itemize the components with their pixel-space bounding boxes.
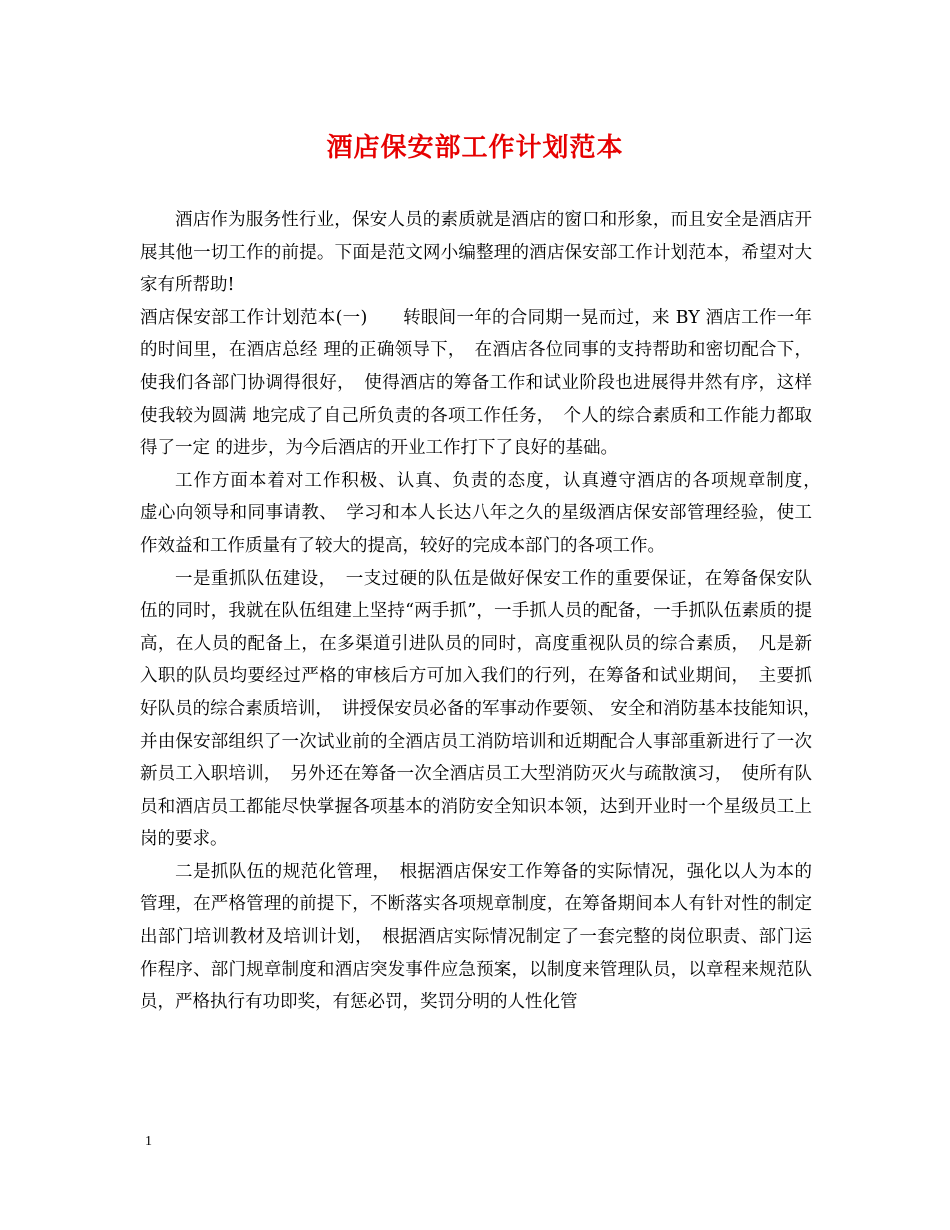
paragraph-team-building: 一是重抓队伍建设， 一支过硬的队伍是做好保安工作的重要保证，在筹备保安队伍的同时，我就在队伍组建上坚持“两手抓”，一手抓人员的配备，一手抓队伍素质的提高，在人员的配备上，在多渠道引进队员的同时，高度重视队员的综合素质， 凡是新入职的队员均要经过严格的审核后方可加入我们的行列，在筹备和试业期间， 主要抓好队员的综合素质培训， 讲授保安员必备的军事动作要领、 安全和消防基本技能知识， 并由保安部组织了一次试业前的全酒店员工消防培训和近期配合人事部重新进行了一次新员工入职培训， 另外还在筹备一次全酒店员工大型消防灭火与疏散演习， 使所有队员和酒店员工都能尽快掌握各项基本的消防安全知识本领，达到开业时一个星级员工上岗的要求。 [140,568,830,850]
page-number: 1 [145,1134,152,1149]
document-body [140,204,830,1019]
paragraph-work-attitude: 工作方面本着对工作积极、认真、负责的态度，认真遵守酒店的各项规章制度， 虚心向领导和同事请教、 学习和本人长达八年之久的星级酒店保安部管理经验，使工作效益和工作质量有了较大的提高，较好的完成本部门的各项工作。 [140,470,830,556]
paragraph-standardized-management: 二是抓队伍的规范化管理， 根据酒店保安工作筹备的实际情况，强化以人为本的管理，在严格管理的前提下，不断落实各项规章制度，在筹备期间本人有针对性的制定出部门培训教材及培训计划， 根据酒店实际情况制定了一套完整的岗位职责、部门运作程序、部门规章制度和酒店突发事件应急预案，以制度来管理队员，以章程来规范队员，严格执行有功即奖，有惩必罚，奖罚分明的人性化管 [140,861,812,1013]
document-title: 酒店保安部工作计划范本 [326,133,624,163]
paragraph-plan-one: 酒店保安部工作计划范本(一) 转眼间一年的合同期一晃而过，来 BY 酒店工作一年的时间里，在酒店总经 理的正确领导下， 在酒店各位同事的支持帮助和密切配合下，使我们各部门协调得很好， 使得酒店的筹备工作和试业阶段也进展得井然有序，这样使我较为圆满 地完成了自己所负责的各项工作任务， 个人的综合素质和工作能力都取得了一定 的进步，为今后酒店的开业工作打下了良好的基础。 [140,307,812,459]
paragraph-intro: 酒店作为服务性行业，保安人员的素质就是酒店的窗口和形象，而且安全是酒店开展其他一切工作的前提。下面是范文网小编整理的酒店保安部工作计划范本，希望对大家有所帮助! [140,210,812,296]
